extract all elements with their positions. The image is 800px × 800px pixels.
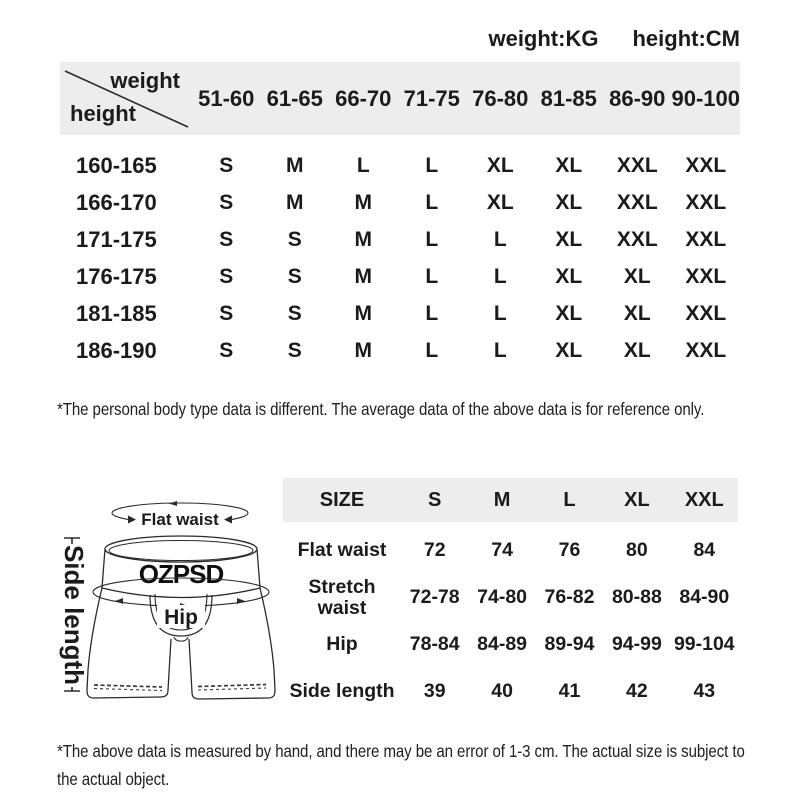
height-row-label: 186-190	[76, 337, 157, 363]
size-cell: L	[356, 153, 370, 177]
size-cell: S	[219, 264, 234, 288]
measure-cell: 74-80	[477, 586, 528, 608]
height-row-label: 160-165	[76, 152, 157, 178]
size-cell: XL	[623, 338, 651, 362]
size-cell: L	[493, 227, 507, 251]
size-header-cell: L	[563, 488, 576, 511]
measure-cell: 80-88	[611, 586, 662, 608]
measure-cell: 94-99	[611, 633, 662, 655]
size-cell: M	[354, 264, 372, 288]
size-cell: XL	[555, 264, 583, 288]
size-cell: XXL	[685, 338, 727, 362]
measure-row-label: Side length	[289, 680, 395, 702]
size-header-cell: SIZE	[319, 488, 365, 511]
size-matrix-body	[60, 147, 740, 369]
height-row-label: 176-175	[76, 263, 157, 289]
left-leg-outline	[87, 588, 171, 698]
measure-cell: 72-78	[409, 586, 460, 608]
brand-logo: OZPSD	[138, 559, 224, 589]
measurements-body	[283, 527, 738, 715]
measure-cell: 42	[626, 680, 648, 702]
size-cell: L	[493, 301, 507, 325]
measure-cell: 99-104	[673, 633, 735, 655]
size-cell: XL	[555, 190, 583, 214]
measure-row-label: Hip	[326, 633, 358, 655]
table-row	[283, 527, 738, 574]
table-row	[60, 295, 740, 332]
size-matrix-table	[60, 62, 740, 369]
size-cell: S	[287, 264, 302, 288]
table-row	[60, 221, 740, 258]
weight-col-header: 66-70	[335, 85, 392, 111]
size-cell: L	[425, 190, 439, 214]
weight-col-header: 90-100	[671, 85, 741, 111]
size-cell: XXL	[616, 227, 658, 251]
size-cell: S	[287, 338, 302, 362]
hem-stitch-line	[94, 689, 162, 691]
size-cell: XXL	[685, 153, 727, 177]
reference-note: *The personal body type data is different. The average data of the above data is for reference only.	[57, 399, 705, 419]
side-length-label: Side length	[59, 544, 90, 686]
table-row	[283, 668, 738, 715]
crotch-notch	[174, 637, 188, 641]
measure-row-label: Flat waist	[297, 539, 387, 561]
size-cell: XXL	[685, 301, 727, 325]
height-row-label: 181-185	[76, 300, 157, 326]
size-cell: XL	[555, 227, 583, 251]
size-cell: L	[425, 153, 439, 177]
measure-cell: 80	[626, 539, 648, 561]
table-row	[283, 621, 738, 668]
hem-stitch-line	[198, 685, 266, 687]
hem-stitch-line	[94, 685, 162, 687]
measure-cell: 84-89	[477, 633, 528, 655]
size-cell: L	[425, 338, 439, 362]
size-cell: S	[287, 301, 302, 325]
size-cell: M	[286, 190, 304, 214]
measure-cell: 39	[423, 680, 446, 702]
measurement-error-note: *The above data is measured by hand, and there may be an error of 1-3 cm. The actual size is subject to the actual object.	[57, 741, 745, 789]
weight-col-header: 76-80	[472, 85, 529, 111]
size-cell: XL	[555, 301, 583, 325]
size-cell: S	[287, 227, 302, 251]
size-header-cell: XXL	[684, 488, 724, 511]
measure-cell: 84-90	[679, 586, 730, 608]
height-row-label: 171-175	[76, 226, 157, 252]
boxer-illustration	[40, 475, 300, 725]
size-cell: XXL	[685, 227, 727, 251]
size-cell: M	[354, 190, 372, 214]
arrow-icon	[237, 598, 245, 604]
size-cell: XL	[555, 153, 583, 177]
size-cell: L	[493, 338, 507, 362]
table-row	[283, 574, 738, 621]
corner-weight-label: weight	[110, 68, 180, 93]
size-cell: XL	[623, 264, 651, 288]
weight-col-header: 71-75	[403, 85, 460, 111]
size-cell: L	[493, 264, 507, 288]
measure-cell: 76-82	[544, 586, 595, 608]
measurements-header	[283, 478, 738, 522]
size-header-cell: S	[428, 488, 442, 511]
measure-cell: 76	[558, 539, 581, 561]
size-cell: L	[425, 264, 439, 288]
size-header-cell: M	[493, 488, 511, 511]
size-cell: M	[354, 227, 372, 251]
size-cell: XXL	[616, 153, 658, 177]
size-matrix-header	[60, 62, 740, 135]
measure-cell: 78-84	[409, 633, 460, 655]
size-header-cell: XL	[624, 488, 650, 511]
measure-cell: 84	[693, 539, 716, 561]
size-cell: M	[354, 301, 372, 325]
size-cell: L	[425, 301, 439, 325]
measure-cell: 43	[693, 680, 716, 702]
measure-cell: 74	[491, 539, 513, 561]
table-row	[60, 332, 740, 369]
weight-col-header: 51-60	[198, 85, 255, 111]
arrow-icon	[169, 501, 177, 506]
size-cell: S	[219, 338, 234, 362]
size-cell: XL	[555, 338, 583, 362]
diagonal-corner-cell	[60, 62, 192, 135]
weight-unit-label: weight:KG	[488, 26, 599, 51]
size-cell: XL	[486, 190, 514, 214]
measure-cell: 89-94	[544, 633, 595, 655]
hem-stitch-line	[198, 688, 266, 690]
table-row	[60, 258, 740, 295]
weight-col-header: 86-90	[609, 85, 666, 111]
size-cell: M	[354, 338, 372, 362]
measure-cell: 41	[558, 680, 581, 702]
height-row-label: 166-170	[76, 189, 157, 215]
size-cell: XXL	[616, 190, 658, 214]
size-cell: S	[219, 153, 234, 177]
measure-row-label: Stretch waist	[308, 575, 376, 619]
table-row	[60, 184, 740, 221]
size-cell: XL	[486, 153, 514, 177]
hip-label: Hip	[164, 606, 198, 629]
size-cell: XXL	[685, 190, 727, 214]
size-cell: S	[219, 227, 234, 251]
size-cell: L	[425, 227, 439, 251]
right-leg-outline	[189, 588, 275, 699]
boxer-diagram	[40, 475, 300, 725]
size-cell: M	[286, 153, 304, 177]
flat-waist-label: Flat waist	[141, 510, 219, 529]
measure-cell: 72	[423, 539, 446, 561]
height-unit-label: height:CM	[632, 26, 740, 51]
measure-cell: 40	[491, 680, 513, 702]
weight-col-header: 81-85	[540, 85, 597, 111]
measurements-table	[283, 478, 738, 715]
size-cell: XL	[623, 301, 651, 325]
corner-height-label: height	[70, 101, 136, 126]
arrow-icon	[115, 598, 123, 604]
size-cell: XXL	[685, 264, 727, 288]
units-legend	[488, 26, 740, 52]
weight-col-header: 61-65	[266, 85, 323, 111]
size-cell: S	[219, 301, 234, 325]
size-cell: S	[219, 190, 234, 214]
table-row	[60, 147, 740, 184]
